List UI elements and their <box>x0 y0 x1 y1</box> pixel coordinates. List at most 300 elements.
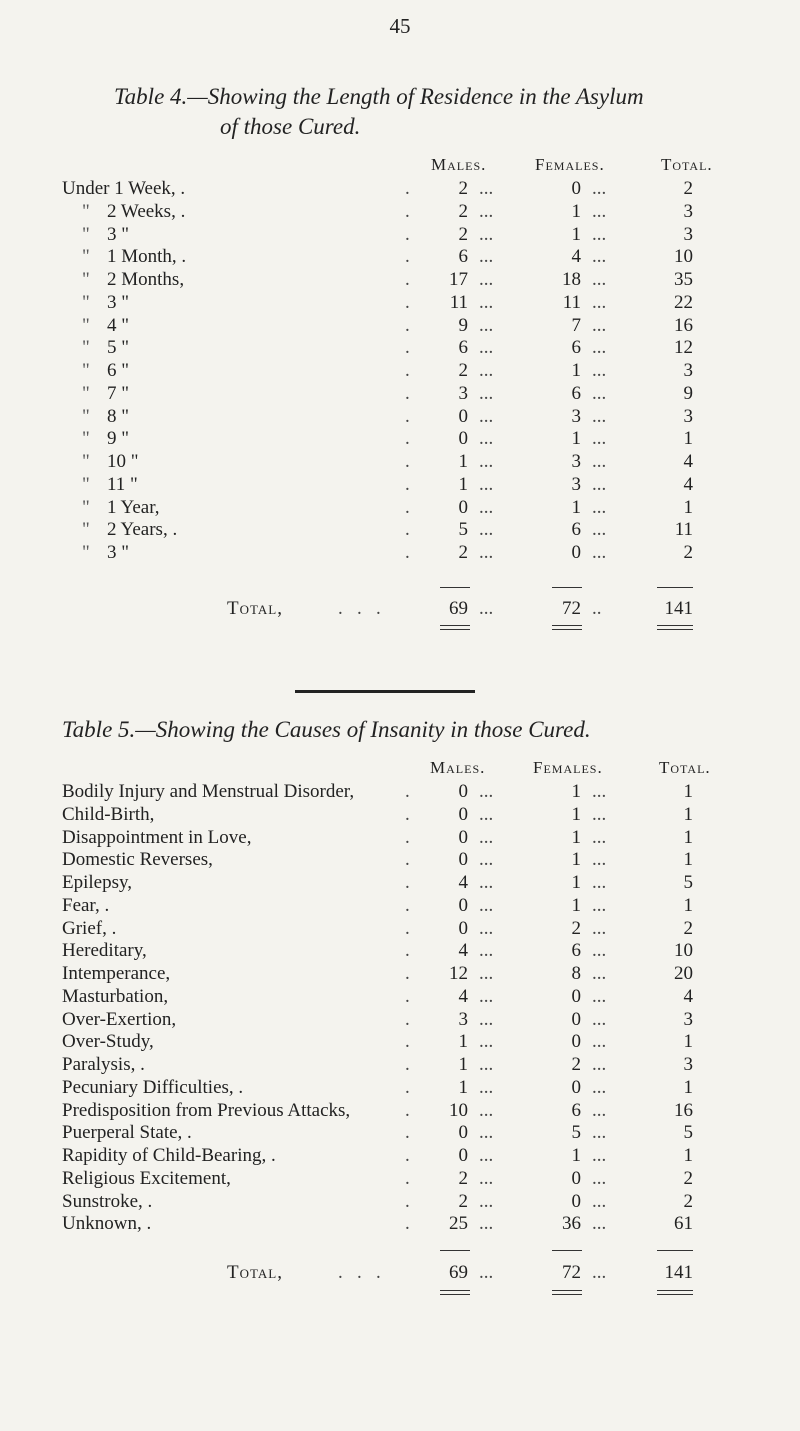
cell-females: 1 <box>571 826 581 848</box>
cell-total: 3 <box>683 1054 693 1075</box>
table5-header-total: Total. <box>659 758 711 777</box>
dot-leader: . <box>405 1190 410 1212</box>
table-row <box>0 1054 800 1076</box>
dot-leader: ... <box>479 1076 494 1098</box>
dot-leader: ... <box>592 894 607 916</box>
dot-leader: ... <box>592 1099 607 1121</box>
row-label: 7 " <box>107 382 130 404</box>
dot-leader: ... <box>479 917 494 939</box>
row-label: 4 " <box>107 314 130 336</box>
ditto-mark: " <box>82 314 90 336</box>
page-number: 45 <box>389 14 411 38</box>
table-row <box>0 315 800 337</box>
ditto-mark: " <box>82 542 90 563</box>
cell-total: 2 <box>683 542 693 563</box>
row-label: Over-Study, <box>62 1031 154 1053</box>
cell-males: 0 <box>458 781 468 802</box>
dot-leader: . <box>405 917 410 939</box>
cell-males: 2 <box>458 200 468 222</box>
dot-leader: . <box>405 1145 410 1166</box>
cell-total: 61 <box>674 1213 693 1235</box>
dot-leader: . <box>405 1008 410 1030</box>
dot-leader: ... <box>479 496 494 518</box>
row-label: Fear, . <box>62 894 110 916</box>
cell-males: 2 <box>458 542 468 563</box>
row-label: Masturbation, <box>62 985 169 1007</box>
cell-females: 6 <box>571 337 581 359</box>
row-label: Over-Exertion, <box>62 1008 177 1030</box>
dot-leader: . <box>405 496 410 518</box>
cell-females: 6 <box>571 940 581 962</box>
row-label: Intemperance, <box>62 963 171 984</box>
table-row <box>0 1031 800 1053</box>
cell-females: 0 <box>571 1076 581 1098</box>
dot-leader: ... <box>592 1122 607 1144</box>
row-label: 1 Year, <box>107 496 160 518</box>
dot-leader: ... <box>592 1145 607 1166</box>
row-label: 3 " <box>107 291 130 313</box>
table4-sum-rule-f <box>552 587 582 588</box>
cell-males: 6 <box>458 337 468 359</box>
table-row <box>0 497 800 519</box>
section-separator <box>295 690 475 693</box>
dot-leader: ... <box>479 1054 494 1075</box>
table4-total-rule-m <box>440 625 470 630</box>
cell-males: 0 <box>458 849 468 871</box>
cell-males: 2 <box>458 178 468 199</box>
table-row <box>0 1191 800 1213</box>
cell-females: 2 <box>571 917 581 939</box>
dot-leader: . <box>405 178 410 199</box>
cell-total: 4 <box>683 985 693 1007</box>
table4-total-rule-f <box>552 625 582 630</box>
cell-total: 3 <box>683 360 693 381</box>
row-label: 3 " <box>107 542 130 563</box>
cell-males: 0 <box>458 428 468 450</box>
dot-leader: . <box>405 314 410 336</box>
cell-total: 1 <box>683 894 693 916</box>
cell-total: 5 <box>683 872 693 893</box>
table-row <box>0 542 800 564</box>
cell-males: 0 <box>458 1145 468 1166</box>
dot-leader: ... <box>592 496 607 518</box>
table-row <box>0 1168 800 1190</box>
table-row <box>0 895 800 917</box>
cell-males: 12 <box>449 963 468 984</box>
dot-leader: ... <box>592 1031 607 1053</box>
cell-females: 1 <box>571 428 581 450</box>
dot-leader: ... <box>479 1122 494 1144</box>
table5-sum-rule-t <box>657 1250 693 1251</box>
cell-males: 0 <box>458 826 468 848</box>
dot-leader: . <box>405 223 410 245</box>
dot-leader: . <box>405 849 410 871</box>
cell-males: 3 <box>458 382 468 404</box>
row-label: Rapidity of Child-Bearing, . <box>62 1145 276 1166</box>
table4-sum-rule-m <box>440 587 470 588</box>
table5-total-rule-f <box>552 1290 582 1295</box>
table-row <box>0 360 800 382</box>
dot-leader: . <box>405 451 410 472</box>
table4-header-males: Males. <box>431 155 487 174</box>
table-row <box>0 781 800 803</box>
dot-leader: . <box>405 405 410 427</box>
table4-sum-rule-t <box>657 587 693 588</box>
cell-males: 25 <box>449 1213 468 1235</box>
table5-total-females: 72 <box>562 1262 581 1283</box>
cell-total: 1 <box>683 1031 693 1053</box>
cell-total: 12 <box>674 337 693 359</box>
dot-leader: ... <box>592 940 607 962</box>
cell-males: 4 <box>458 872 468 893</box>
row-label: Religious Excitement, <box>62 1167 231 1189</box>
cell-total: 3 <box>683 200 693 222</box>
cell-total: 1 <box>683 496 693 518</box>
cell-males: 2 <box>458 1190 468 1212</box>
dot-leader: ... <box>592 985 607 1007</box>
cell-males: 11 <box>449 291 468 313</box>
cell-total: 4 <box>683 451 693 472</box>
table-row <box>0 451 800 473</box>
table-row <box>0 963 800 985</box>
dot-leader: ... <box>479 1262 494 1283</box>
dot-leader: ... <box>592 826 607 848</box>
dot-leader: . . . <box>338 598 381 619</box>
table4-total-males: 69 <box>449 598 468 619</box>
cell-females: 1 <box>571 781 581 802</box>
table5-total-label: Total, <box>227 1262 283 1283</box>
cell-females: 0 <box>571 1008 581 1030</box>
cell-total: 16 <box>674 314 693 336</box>
dot-leader: ... <box>479 1213 494 1235</box>
row-label: Hereditary, <box>62 940 147 962</box>
row-label: 6 " <box>107 360 130 381</box>
dot-leader: ... <box>592 178 607 199</box>
dot-leader: . <box>405 963 410 984</box>
cell-females: 1 <box>571 894 581 916</box>
cell-females: 36 <box>562 1213 581 1235</box>
table5-header-females: Females. <box>533 758 603 777</box>
row-label: Domestic Reverses, <box>62 849 213 871</box>
dot-leader: ... <box>479 246 494 268</box>
table-row <box>0 383 800 405</box>
row-label: Disappointment in Love, <box>62 826 252 848</box>
dot-leader: . <box>405 894 410 916</box>
dot-leader: . <box>405 360 410 381</box>
dot-leader: ... <box>592 428 607 450</box>
dot-leader: ... <box>592 1076 607 1098</box>
cell-total: 22 <box>674 291 693 313</box>
dot-leader: . <box>405 519 410 541</box>
dot-leader: ... <box>592 1167 607 1189</box>
dot-leader: ... <box>479 985 494 1007</box>
table-row <box>0 269 800 291</box>
dot-leader: ... <box>592 451 607 472</box>
row-label: Puerperal State, . <box>62 1122 192 1144</box>
dot-leader: ... <box>479 894 494 916</box>
row-label: Unknown, . <box>62 1213 152 1235</box>
dot-leader: . <box>405 781 410 802</box>
row-label: 2 Weeks, . <box>107 200 186 222</box>
dot-leader: ... <box>479 473 494 495</box>
table-row <box>0 940 800 962</box>
dot-leader: ... <box>479 291 494 313</box>
table-row <box>0 1077 800 1099</box>
row-label: Grief, . <box>62 917 117 939</box>
cell-females: 0 <box>571 985 581 1007</box>
table4-total-label: Total, <box>227 598 283 619</box>
dot-leader: . <box>405 428 410 450</box>
dot-leader: ... <box>592 473 607 495</box>
dot-leader: ... <box>592 382 607 404</box>
ditto-mark: " <box>82 428 90 450</box>
ditto-mark: " <box>82 337 90 359</box>
cell-females: 6 <box>571 519 581 541</box>
ditto-mark: " <box>82 382 90 404</box>
cell-females: 5 <box>571 1122 581 1144</box>
dot-leader: ... <box>592 360 607 381</box>
table5-sum-rule-f <box>552 1250 582 1251</box>
row-label: 8 " <box>107 405 130 427</box>
dot-leader: ... <box>479 826 494 848</box>
row-label: 10 " <box>107 451 139 472</box>
dot-leader: . <box>405 1054 410 1075</box>
cell-total: 5 <box>683 1122 693 1144</box>
cell-females: 1 <box>571 849 581 871</box>
table-row <box>0 804 800 826</box>
dot-leader: ... <box>592 314 607 336</box>
row-label: 1 Month, . <box>107 246 187 268</box>
row-label: 3 " <box>107 223 130 245</box>
ditto-mark: " <box>82 269 90 290</box>
table-row <box>0 519 800 541</box>
cell-males: 2 <box>458 360 468 381</box>
cell-total: 3 <box>683 223 693 245</box>
dot-leader: . <box>405 940 410 962</box>
dot-leader: ... <box>479 1008 494 1030</box>
cell-total: 1 <box>683 1145 693 1166</box>
row-label: Pecuniary Difficulties, . <box>62 1076 244 1098</box>
dot-leader: . <box>405 1213 410 1235</box>
ditto-mark: " <box>82 519 90 541</box>
row-label: Paralysis, . <box>62 1054 145 1075</box>
dot-leader: ... <box>592 1008 607 1030</box>
table5-total-total: 141 <box>664 1262 693 1283</box>
dot-leader: ... <box>479 1190 494 1212</box>
cell-females: 1 <box>571 223 581 245</box>
table-row <box>0 201 800 223</box>
table5-total-males: 69 <box>449 1262 468 1283</box>
row-label: Bodily Injury and Menstrual Disorder, <box>62 781 355 802</box>
table4-header-total: Total. <box>661 155 713 174</box>
dot-leader: ... <box>479 940 494 962</box>
cell-females: 6 <box>571 382 581 404</box>
dot-leader: . <box>405 246 410 268</box>
table-row <box>0 1145 800 1167</box>
dot-leader: ... <box>479 872 494 893</box>
table-row <box>0 1122 800 1144</box>
cell-males: 4 <box>458 985 468 1007</box>
cell-females: 2 <box>571 1054 581 1075</box>
ditto-mark: " <box>82 246 90 268</box>
cell-total: 2 <box>683 1190 693 1212</box>
dot-leader: ... <box>479 405 494 427</box>
cell-females: 6 <box>571 1099 581 1121</box>
cell-males: 1 <box>458 1031 468 1053</box>
dot-leader: ... <box>592 872 607 893</box>
dot-leader: ... <box>592 1213 607 1235</box>
row-label: 2 Years, . <box>107 519 178 541</box>
row-label: Epilepsy, <box>62 872 133 893</box>
dot-leader: ... <box>479 451 494 472</box>
table4-total-females: 72 <box>562 598 581 619</box>
dot-leader: ... <box>592 291 607 313</box>
dot-leader: ... <box>592 781 607 802</box>
dot-leader: ... <box>592 963 607 984</box>
dot-leader: ... <box>592 542 607 563</box>
table-row <box>0 918 800 940</box>
dot-leader: . <box>405 269 410 290</box>
cell-males: 1 <box>458 451 468 472</box>
dot-leader: ... <box>479 781 494 802</box>
dot-leader: ... <box>479 382 494 404</box>
dot-leader: . <box>405 985 410 1007</box>
ditto-mark: " <box>82 291 90 313</box>
dot-leader: ... <box>479 849 494 871</box>
dot-leader: ... <box>592 803 607 825</box>
dot-leader: ... <box>479 1099 494 1121</box>
table5-total-rule-m <box>440 1290 470 1295</box>
cell-females: 3 <box>571 405 581 427</box>
dot-leader: ... <box>479 1031 494 1053</box>
dot-leader: ... <box>592 223 607 245</box>
cell-total: 1 <box>683 803 693 825</box>
dot-leader: .. <box>592 598 602 619</box>
dot-leader: . . . <box>338 1262 381 1283</box>
cell-total: 2 <box>683 1167 693 1189</box>
table5-header-males: Males. <box>430 758 486 777</box>
dot-leader: . <box>405 382 410 404</box>
row-label: 2 Months, <box>107 269 185 290</box>
table4-total-total: 141 <box>664 598 693 619</box>
cell-total: 3 <box>683 405 693 427</box>
cell-males: 6 <box>458 246 468 268</box>
dot-leader: ... <box>479 269 494 290</box>
cell-males: 2 <box>458 1167 468 1189</box>
table5-total-rule-t <box>657 1290 693 1295</box>
dot-leader: ... <box>592 917 607 939</box>
cell-total: 20 <box>674 963 693 984</box>
ditto-mark: " <box>82 200 90 222</box>
dot-leader: . <box>405 803 410 825</box>
dot-leader: ... <box>592 200 607 222</box>
ditto-mark: " <box>82 223 90 245</box>
dot-leader: ... <box>479 1167 494 1189</box>
cell-total: 3 <box>683 1008 693 1030</box>
cell-males: 5 <box>458 519 468 541</box>
cell-females: 1 <box>571 1145 581 1166</box>
cell-females: 8 <box>571 963 581 984</box>
cell-total: 10 <box>674 246 693 268</box>
cell-males: 17 <box>449 269 468 290</box>
cell-females: 0 <box>571 1031 581 1053</box>
cell-males: 0 <box>458 496 468 518</box>
ditto-mark: " <box>82 360 90 381</box>
dot-leader: . <box>405 291 410 313</box>
row-label: 5 " <box>107 337 130 359</box>
table4-total-rule-t <box>657 625 693 630</box>
cell-females: 18 <box>562 269 581 290</box>
dot-leader: ... <box>479 598 494 619</box>
dot-leader: ... <box>479 803 494 825</box>
cell-males: 10 <box>449 1099 468 1121</box>
dot-leader: . <box>405 1031 410 1053</box>
cell-females: 4 <box>571 246 581 268</box>
cell-females: 1 <box>571 496 581 518</box>
table-row <box>0 406 800 428</box>
ditto-mark: " <box>82 473 90 495</box>
table-row <box>0 246 800 268</box>
cell-total: 1 <box>683 428 693 450</box>
dot-leader: ... <box>592 1262 607 1283</box>
table-row <box>0 1009 800 1031</box>
ditto-mark: " <box>82 496 90 518</box>
cell-females: 0 <box>571 1167 581 1189</box>
dot-leader: ... <box>479 178 494 199</box>
dot-leader: . <box>405 1099 410 1121</box>
cell-males: 1 <box>458 1054 468 1075</box>
cell-total: 2 <box>683 917 693 939</box>
cell-males: 2 <box>458 223 468 245</box>
table4-total-row <box>0 598 800 620</box>
table5-sum-rule-m <box>440 1250 470 1251</box>
table5-total-row <box>0 1262 800 1284</box>
cell-total: 1 <box>683 1076 693 1098</box>
cell-males: 0 <box>458 405 468 427</box>
cell-females: 3 <box>571 473 581 495</box>
table4-header-females: Females. <box>535 155 605 174</box>
dot-leader: ... <box>479 360 494 381</box>
table-row <box>0 1213 800 1235</box>
dot-leader: ... <box>479 223 494 245</box>
cell-males: 1 <box>458 473 468 495</box>
cell-females: 1 <box>571 200 581 222</box>
cell-females: 1 <box>571 803 581 825</box>
cell-total: 1 <box>683 781 693 802</box>
cell-males: 0 <box>458 894 468 916</box>
cell-total: 1 <box>683 826 693 848</box>
dot-leader: ... <box>592 405 607 427</box>
table-row <box>0 337 800 359</box>
table-row <box>0 224 800 246</box>
cell-males: 0 <box>458 803 468 825</box>
row-label: Under 1 Week, . <box>62 178 186 199</box>
table-row <box>0 1100 800 1122</box>
dot-leader: ... <box>592 849 607 871</box>
dot-leader: ... <box>592 1054 607 1075</box>
dot-leader: ... <box>592 269 607 290</box>
cell-males: 3 <box>458 1008 468 1030</box>
dot-leader: ... <box>479 428 494 450</box>
table-row <box>0 428 800 450</box>
table-row <box>0 474 800 496</box>
dot-leader: ... <box>479 519 494 541</box>
dot-leader: ... <box>479 542 494 563</box>
dot-leader: ... <box>479 1145 494 1166</box>
dot-leader: . <box>405 1122 410 1144</box>
cell-females: 0 <box>571 1190 581 1212</box>
cell-females: 1 <box>571 360 581 381</box>
